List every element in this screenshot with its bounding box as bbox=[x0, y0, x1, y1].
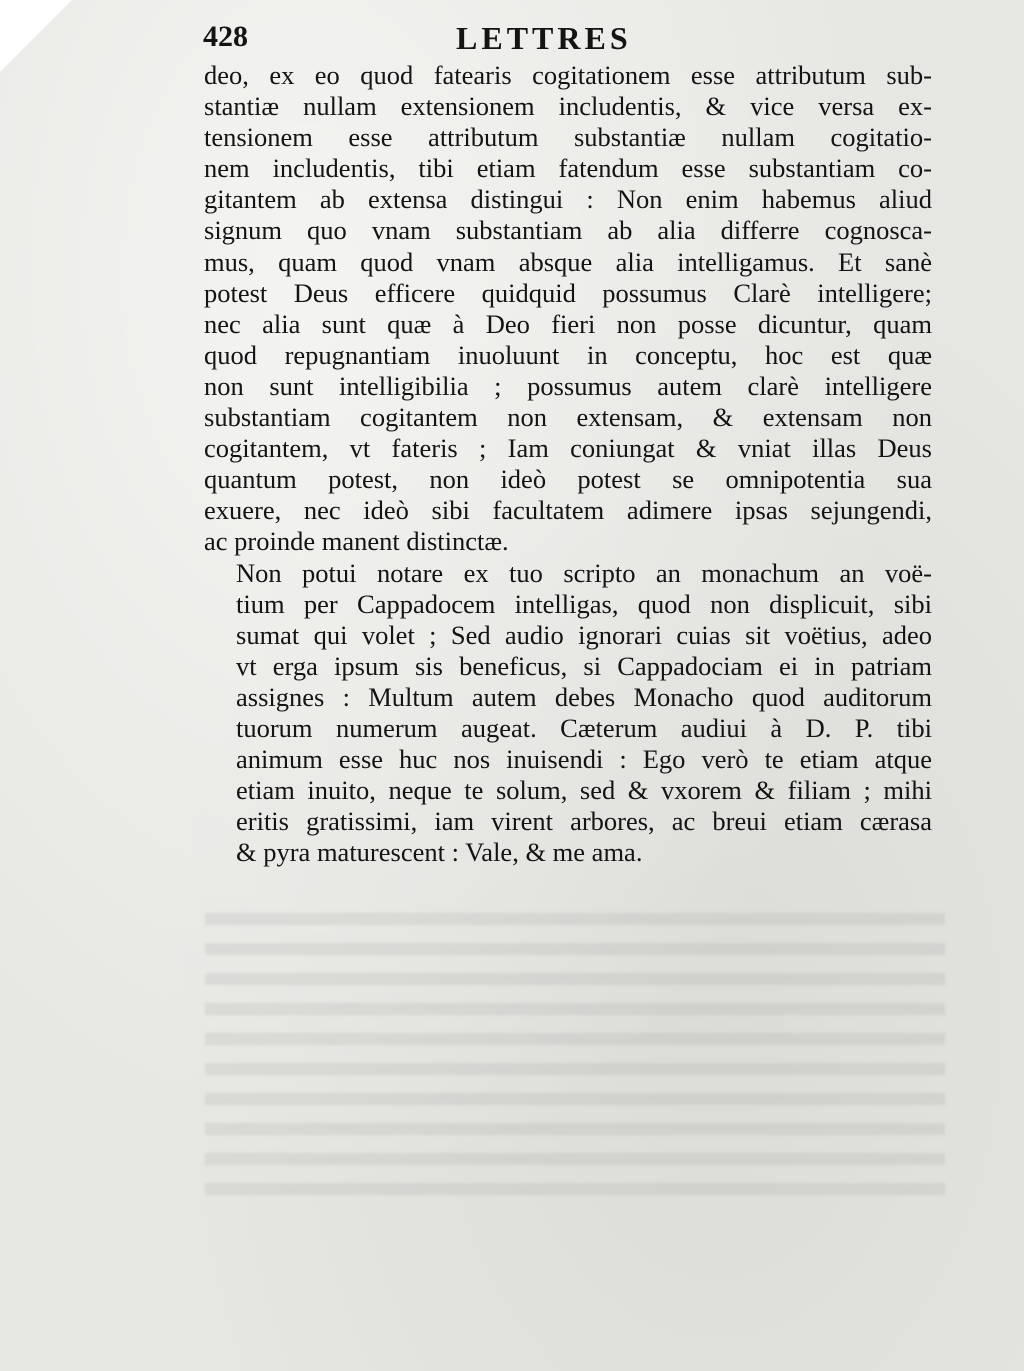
letter-body bbox=[204, 60, 932, 868]
text-line: nem includentis, tibi etiam fatendum esse substantiam co- bbox=[204, 153, 932, 184]
text-line: tium per Cappadocem intelligas, quod non displicuit, sibi bbox=[236, 588, 932, 619]
text-line: etiam inuito, neque te solum, sed & vxorem & filiam ; mihi bbox=[236, 775, 932, 806]
text-line: signum quo vnam substantiam ab alia differre cognosca- bbox=[204, 215, 932, 246]
text-line: potest Deus efficere quidquid possumus Clarè intelligere; bbox=[204, 277, 932, 308]
paragraph-1 bbox=[204, 60, 932, 558]
page-header bbox=[203, 18, 943, 58]
paragraph-2 bbox=[204, 558, 932, 869]
text-line: quod repugnantiam inuoluunt in conceptu, hoc est quæ bbox=[204, 339, 932, 370]
text-line: nec alia sunt quæ à Deo fieri non posse dicuntur, quam bbox=[204, 308, 932, 339]
text-line: stantiæ nullam extensionem includentis, & vice versa ex- bbox=[204, 91, 932, 122]
text-line: ac proinde manent distinctæ. bbox=[204, 526, 509, 557]
text-line: gitantem ab extensa distingui : Non enim habemus aliud bbox=[204, 184, 932, 215]
bleed-through-text bbox=[205, 895, 945, 1195]
folded-corner bbox=[0, 0, 72, 72]
text-line: eritis gratissimi, iam virent arbores, ac breui etiam cærasa bbox=[236, 806, 932, 837]
text-line: exuere, nec ideò sibi facultatem adimere ipsas sejungendi, bbox=[204, 495, 932, 526]
text-line: tuorum numerum augeat. Cæterum audiui à D. P. tibi bbox=[236, 712, 932, 743]
running-head: LETTRES bbox=[456, 20, 632, 56]
text-line: tensionem esse attributum substantiæ nullam cogitatio- bbox=[204, 122, 932, 153]
text-line: & pyra maturescent : Vale, & me ama. bbox=[236, 837, 643, 868]
page-number: 428 bbox=[203, 20, 248, 53]
text-line: substantiam cogitantem non extensam, & extensam non bbox=[204, 402, 932, 433]
text-line: Non potui notare ex tuo scripto an monachum an voë- bbox=[236, 557, 932, 588]
text-line: vt erga ipsum sis beneficus, si Cappadociam ei in patriam bbox=[236, 650, 932, 681]
text-line: sumat qui volet ; Sed audio ignorari cuias sit voëtius, adeo bbox=[236, 619, 932, 650]
text-line: non sunt intelligibilia ; possumus autem clarè intelligere bbox=[204, 370, 932, 401]
text-line: assignes : Multum autem debes Monacho quod auditorum bbox=[236, 681, 932, 712]
text-line: animum esse huc nos inuisendi : Ego verò te etiam atque bbox=[236, 744, 932, 775]
text-line: deo, ex eo quod fatearis cogitationem esse attributum sub- bbox=[204, 60, 932, 90]
text-line: quantum potest, non ideò potest se omnipotentia sua bbox=[204, 464, 932, 495]
text-line: mus, quam quod vnam absque alia intelligamus. Et sanè bbox=[204, 246, 932, 277]
text-line: cogitantem, vt fateris ; Iam coniungat & vniat illas Deus bbox=[204, 433, 932, 464]
